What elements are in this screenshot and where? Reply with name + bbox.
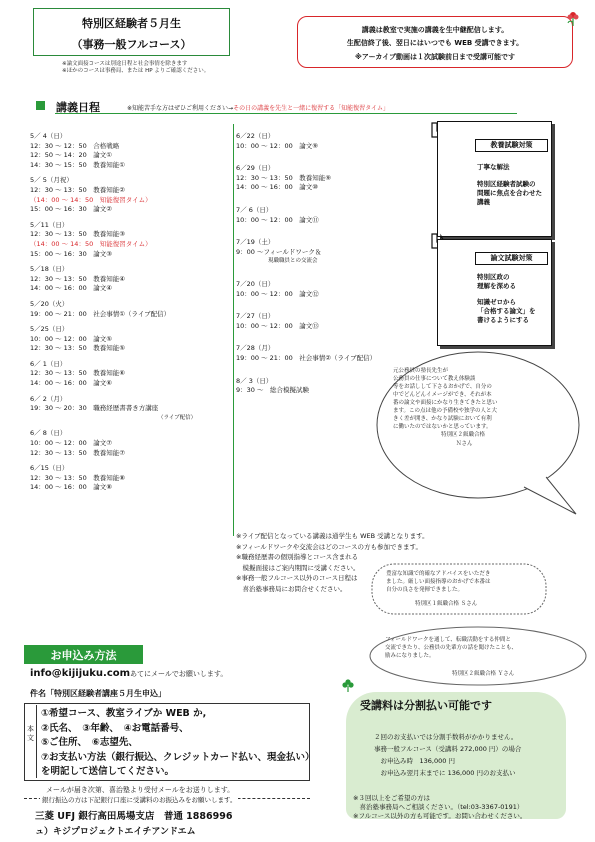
schedule-line: 14：00 ～ 16：00 論文⑥ (30, 379, 113, 388)
testimonial-2-line: 自分の良さを発揮できました。 (386, 587, 464, 593)
schedule-line (236, 331, 376, 344)
schedule-line: 現職職員との交流会 (268, 258, 318, 265)
schedule-line: 15：00 ～ 16：30 論文③ (30, 249, 113, 258)
payment-note: ※フルコース以外の方も可能です。お問い合わせください。 (353, 812, 527, 820)
schedule-line: 6／ 1（日） (30, 359, 67, 368)
schedule-line: （14：00 ～ 14：50 知能復習タイム） (30, 195, 152, 204)
title-box (33, 8, 230, 56)
exam-general-line: 講義 (477, 198, 490, 206)
schedule-line: 6／29（日） (236, 164, 275, 173)
schedule-right-column (236, 132, 376, 396)
schedule-note (127, 103, 389, 112)
note-line: ※職務経歴書の個別指導とコース含まれる (236, 553, 359, 561)
testimonial-1-line: に働いたのではないかと思っています。 (393, 424, 492, 430)
testimonial-3-line: 交流できたり、公務員の先輩方の話を聞けたことも、 (385, 645, 518, 651)
schedule-line: 10：00 ～ 12：00 論文⑫ (236, 289, 319, 298)
testimonial-1-name: Ｎさん (456, 441, 473, 447)
exam-essay-label: 論文試験対策 (475, 252, 548, 265)
schedule-line: 7／ 6（日） (236, 205, 273, 214)
schedule-line: 19：00 ～ 21：00 社会事情①（ライブ配信） (30, 309, 171, 318)
bank-note: 銀行振込の方は下記銀行口座に受講料のお振込みをお願いします。 (42, 796, 237, 804)
schedule-line: 12：30 ～ 13：50 教養知能⑧ (30, 473, 126, 482)
schedule-line: 14：00 ～ 16：00 論文④ (30, 284, 113, 293)
apply-email[interactable]: info@kijijuku.com (30, 668, 131, 679)
schedule-line: 6／ 2（月） (30, 394, 67, 403)
note-line: ※事務一般フルコース以外のコース日程は (236, 574, 358, 582)
testimonial-1-line: きく差が開き、かなり試験において有利 (393, 416, 492, 422)
schedule-line (236, 225, 376, 238)
apply-subject: 件名「特別区経験者講座５月生申込」 (30, 689, 166, 698)
schedule-line: 7／28（月） (236, 344, 275, 353)
apply-email-line (30, 669, 227, 679)
apply-body-label-char: 本 (27, 725, 34, 733)
testimonial-3-author: 特別区２級職合格 Ｙさん (452, 671, 515, 677)
bank-line1: 三菱 UFJ 銀行高田馬場支店 普通 1886996 (35, 811, 233, 822)
testimonial-2-line: 豊富な知識で的確なアドバイスをいただき (386, 571, 491, 577)
payment-line: お申込み時 136,000 円 (374, 757, 455, 765)
schedule-line (236, 364, 376, 377)
schedule-line: 12：30 ～ 13：50 教養知能⑨ (236, 173, 332, 182)
testimonial-3-line: フィールドワークを通して、転職活動をする仲間と (385, 637, 511, 643)
schedule-divider (233, 124, 234, 536)
schedule-line: 7／27（日） (236, 312, 275, 321)
schedule-line (236, 193, 376, 206)
payment-note: ※３回以上をご希望の方は (353, 794, 430, 802)
payment-note: 喜治塾事務局へご相談ください。（tel:03-3367-0191） (353, 803, 524, 811)
payment-notes (353, 794, 526, 821)
schedule-line: 10：00 ～ 12：00 論文⑤ (30, 334, 113, 343)
lecture-info-box (297, 16, 573, 68)
schedule-line: 6／15（日） (30, 464, 69, 473)
schedule-note-red: その日の講義を先生と一緒に復習する「知能復習タイム」 (233, 105, 389, 112)
schedule-line: 19：00 ～ 21：00 社会事情②（ライブ配信） (236, 353, 377, 362)
apply-banner (24, 645, 143, 664)
exam-general-label: 教養試験対策 (475, 139, 548, 152)
schedule-line: 14：30 ～ 15：50 教養知能① (30, 160, 126, 169)
payment-heading: 受講料は分割払い可能です (360, 699, 492, 712)
schedule-line: 19：30 ～ 20：30 職務経歴書書き方講座 (30, 404, 159, 413)
testimonial-1-text (393, 367, 498, 431)
schedule-line (236, 267, 376, 280)
testimonial-3-line: 励みになりました。 (385, 653, 435, 659)
exam-general-line: 特別区経験者試験の (477, 180, 536, 188)
schedule-line: 12：30 ～ 13：50 教養知能⑥ (30, 369, 126, 378)
exam-general-line: 丁寧な解法 (477, 163, 510, 171)
apply-body-lines (41, 707, 315, 780)
note-line: 喜治塾事務局にお問合せください。 (236, 584, 347, 593)
exam-general-text (477, 163, 542, 207)
schedule-line: （14：00 ～ 14：50 知能復習タイム） (30, 239, 152, 248)
title-line2: （事務一般フルコース） (71, 38, 192, 51)
schedule-line: 12：30 ～ 13：50 教養知能⑦ (30, 448, 126, 457)
schedule-line: 8／ 3（日） (236, 376, 273, 385)
title-note-1: ※論文面接コースは別途日程と社会事情を除きます (62, 61, 188, 67)
exam-general-line (477, 172, 542, 180)
schedule-line: 14：00 ～ 16：00 論文⑧ (30, 483, 113, 492)
schedule-line: 12：30 ～ 13：50 教養知能④ (30, 274, 126, 283)
schedule-line: 9：00 ～フィールドワーク＆ (236, 247, 322, 256)
exam-essay-line: 知識ゼロから (477, 298, 516, 306)
title-note-2: ※ほかのコースは事務局、または HP よりご確認ください。 (62, 68, 210, 74)
schedule-line: 9：30 ～ 総合模擬試験 (236, 386, 309, 395)
exam-essay-line (477, 291, 536, 298)
testimonial-1-line: 中でどんどんイメージができ、それが本 (393, 392, 492, 398)
apply-body-line: ①希望コース、教室ライブか WEB か, (41, 708, 207, 719)
exam-essay-line: 「合格する論文」を (477, 307, 536, 315)
schedule-line: 10：00 ～ 12：00 論文⑨ (236, 141, 319, 150)
schedule-line: 12：30 ～ 12：50 合格戦略 (30, 141, 120, 150)
schedule-notes (236, 531, 429, 594)
schedule-line: 5／20（火） (30, 299, 69, 308)
schedule-line: 14：00 ～ 16：00 論文⑩ (236, 183, 319, 192)
schedule-line: 10：00 ～ 12：00 論文⑪ (236, 215, 319, 224)
testimonial-1-line: 番の論文や面接にかなり生きてきたと思い (393, 400, 498, 406)
flower-icon (563, 8, 583, 28)
clover-icon (340, 677, 356, 693)
schedule-line: 12：30 ～ 13：50 教養知能② (30, 185, 126, 194)
schedule-line: 15：00 ～ 16：30 論文② (30, 205, 113, 214)
payment-text (374, 731, 521, 779)
testimonial-1-line: ます。この点は他の予備校や独学の人と大 (393, 408, 498, 414)
apply-body-line: ⑦お支払い方法（銀行振込、クレジットカード払い、現金払い） (41, 751, 315, 763)
payment-line: お申込み翌月末までに 136,000 円のお支払い (374, 769, 516, 777)
apply-body-line: ②氏名、 ③年齢、 ④お電話番号、 (41, 722, 189, 734)
schedule-line: 12：30 ～ 13：50 教養知能③ (30, 230, 126, 239)
lecture-info-3: ※アーカイブ動画は１次試験前日まで受講可能です (354, 53, 516, 61)
title-line1: 特別区経験者５月生 (82, 17, 181, 30)
schedule-heading: 講義日程 (56, 101, 100, 114)
schedule-line: 7／19（土） (236, 238, 275, 247)
note-line: ※フィールドワークや交流会はどのコースの方も参加できます。 (236, 542, 422, 551)
lecture-info-1: 講義は教室で実施の講義を生中継配信します。 (361, 26, 509, 34)
schedule-line: 5／25（日） (30, 325, 69, 334)
testimonial-1-line: 等をお話しして下さるおかげで、自分の (393, 384, 492, 390)
lecture-info-2: 生配信終了後、翌日にはいつでも WEB 受講できます。 (346, 39, 524, 47)
schedule-underline (55, 113, 517, 114)
testimonial-1-line: 元公務員の塾長先生が (393, 368, 449, 374)
schedule-line: 10：00 ～ 12：00 論文⑬ (236, 321, 319, 330)
exam-essay-line: 理解を深める (477, 282, 516, 290)
note-line: 模擬面接はご案内期間に受講ください。 (236, 563, 360, 572)
schedule-line: 12：50 ～ 14：20 論文① (30, 151, 113, 160)
apply-body-label-char: 文 (27, 734, 34, 742)
testimonial-1-author: 特別区２級職合格 (441, 432, 486, 438)
schedule-note-prefix: ※知能苦手な方はぜひご利用ください→ (127, 105, 234, 112)
schedule-line: 12：30 ～ 13：50 教養知能⑤ (30, 344, 126, 353)
bank-line2: ュ）キジプロジェクトエイチアンドエム (35, 827, 196, 837)
schedule-left-column (30, 132, 196, 493)
payment-line: ２回のお支払いでは分割手数料がかかりません。 (374, 733, 518, 741)
schedule-line: 5／ 5（月祝） (30, 176, 73, 185)
exam-general-line: 問題に焦点を合わせた (477, 189, 542, 197)
schedule-line: 5／18（日） (30, 265, 69, 274)
exam-essay-line: 書けるようにする (477, 316, 529, 324)
exam-essay-line: 特別区政の (477, 273, 510, 281)
testimonial-2-author: 特別区１級職合格 Ｓさん (415, 601, 478, 607)
schedule-line: 6／ 8（日） (30, 429, 67, 438)
schedule-line: 6／22（日） (236, 132, 275, 140)
note-line: ※ライブ配信となっている講義は通学生も WEB 受講となります。 (236, 532, 429, 540)
testimonial-1-line: 公務員の仕事について教え体験談 (393, 376, 476, 382)
schedule-line: 7／20（日） (236, 279, 275, 288)
schedule-line (236, 299, 376, 312)
schedule-line: （ライブ配信） (158, 414, 197, 421)
testimonial-3-text (385, 636, 517, 660)
schedule-line: 5／ 4（日） (30, 132, 67, 140)
apply-body-label (25, 705, 37, 778)
schedule-line: 10：00 ～ 12：00 論文⑦ (30, 439, 113, 448)
apply-body-line: を明記して送信してください。 (41, 766, 175, 777)
apply-email-suffix: あてにメールでお願いします。 (130, 670, 228, 678)
apply-heading: お申込み方法 (50, 649, 117, 662)
testimonial-2-line: ました。厳しい面接指導のおかげで本番は (386, 579, 491, 585)
apply-body-line: ⑤ご住所、 ⑥志望先、 (41, 737, 138, 748)
apply-reply-note: メールが届き次第、喜治塾より受付メールをお送りします。 (46, 786, 235, 794)
schedule-line: 5／11（日） (30, 220, 69, 229)
exam-essay-text (477, 273, 536, 325)
square-bullet-icon (36, 101, 45, 110)
payment-line: 事務一般フルコース（受講料 272,000 円）の場合 (374, 745, 522, 753)
schedule-line (236, 151, 376, 164)
